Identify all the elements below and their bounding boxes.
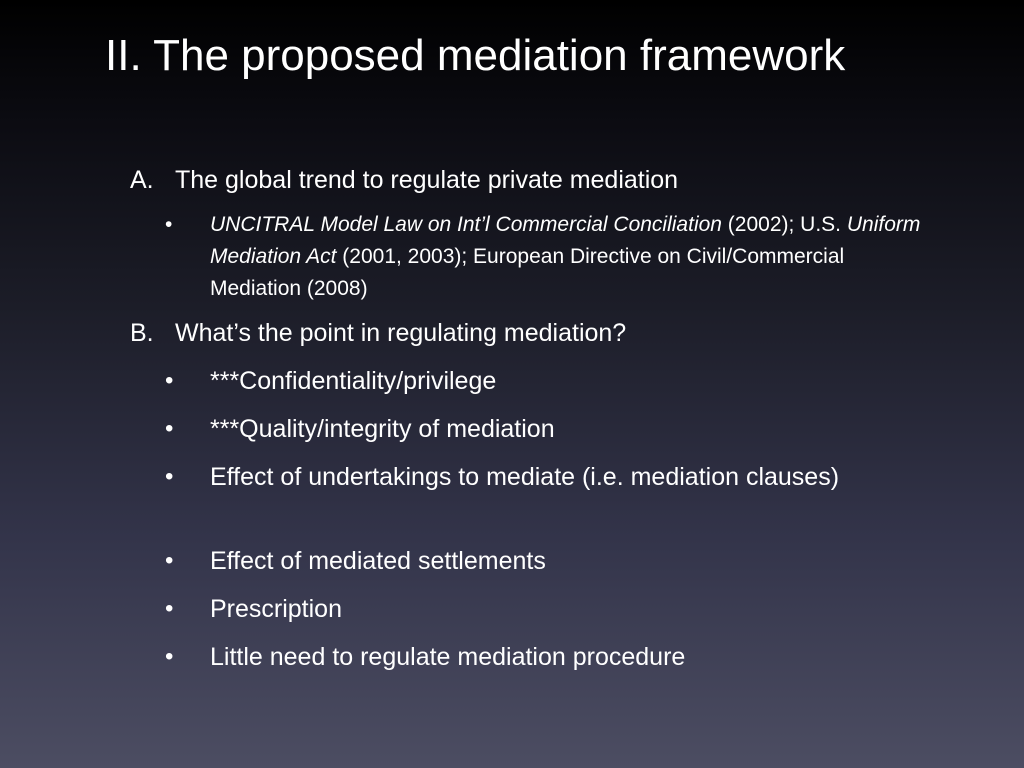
list-item [165, 209, 925, 305]
bullet-text: Effect of mediated settlements [210, 547, 546, 575]
bullet-icon: • [165, 415, 174, 442]
bullet-icon: • [165, 547, 174, 574]
bullet-icon: • [165, 463, 174, 490]
uma-year-and-directive: (2001, 2003); European Directive on Civil/Commercial Mediation (2008) [210, 245, 845, 300]
section-b-letter: B. [130, 319, 154, 347]
uncitral-title: UNCITRAL Model Law on Int’l Commercial Conciliation [210, 213, 722, 236]
bullet-text: ***Quality/integrity of mediation [210, 415, 555, 443]
bullet-text: Prescription [210, 595, 342, 623]
section-a-bullet-text [210, 209, 925, 305]
uncitral-year: (2002); U.S. [721, 213, 847, 236]
bullet-text: ***Confidentiality/privilege [210, 367, 497, 395]
bullet-icon: • [165, 367, 174, 394]
section-a-text: The global trend to regulate private mediation [175, 166, 679, 194]
slide-title: II. The proposed mediation framework [105, 31, 846, 80]
section-b-text: What’s the point in regulating mediation? [175, 319, 627, 347]
bullet-icon: • [165, 595, 174, 622]
section-a-heading [130, 165, 678, 195]
section-b-heading [130, 318, 626, 348]
bullet-text: Effect of undertakings to mediate (i.e. mediation clauses) [210, 463, 840, 491]
section-a-letter: A. [130, 166, 154, 194]
bullet-icon: • [165, 643, 174, 670]
bullet-icon: • [165, 213, 173, 236]
bullet-text: Little need to regulate mediation procedure [210, 643, 686, 671]
uma-title: Uniform Mediation Act [210, 213, 921, 268]
